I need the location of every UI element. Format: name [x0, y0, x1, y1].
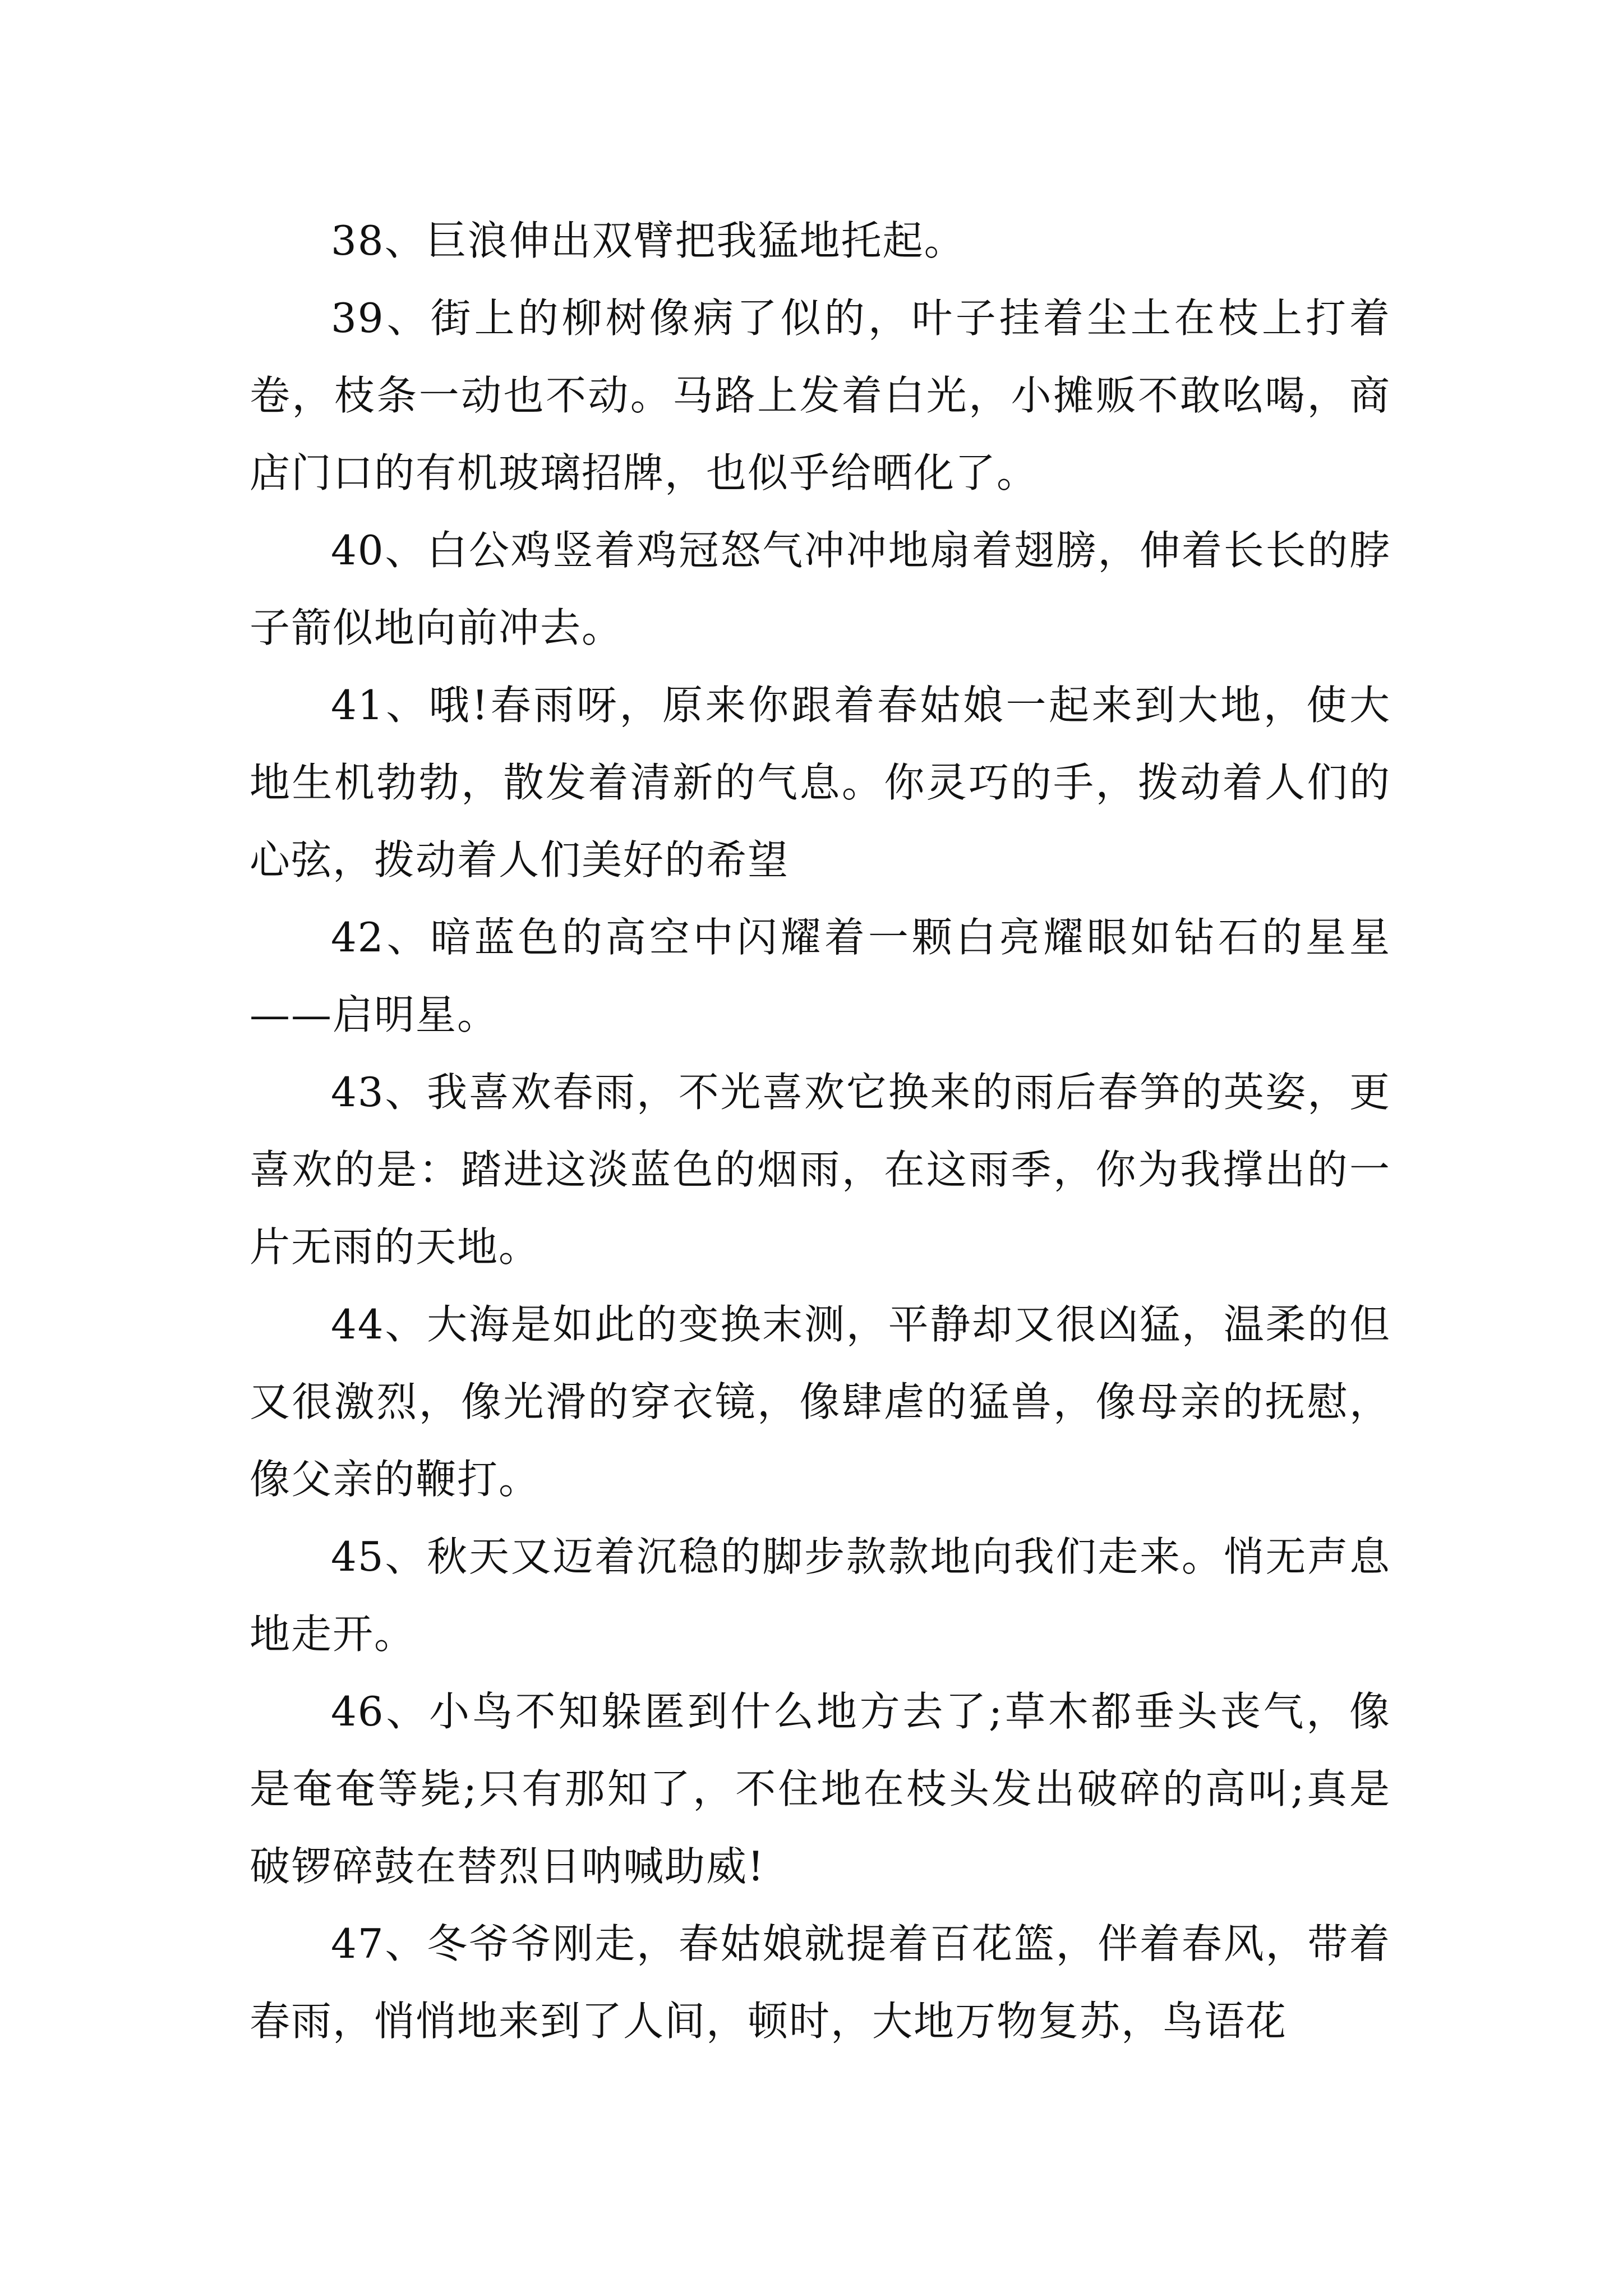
paragraph-45: 45、秋天又迈着沉稳的脚步款款地向我们走来。悄无声息地走开。 [250, 1533, 1391, 1658]
paragraph-47: 47、冬爷爷刚走，春姑娘就提着百花篮，伴着春风，带着春雨，悄悄地来到了人间，顿时，大地万物复苏，鸟语花 [250, 1920, 1391, 2045]
paragraph-46: 46、小鸟不知躲匿到什么地方去了;草木都垂头丧气，像是奄奄等毙;只有那知了，不住地在枝头发出破碎的高叫;真是破锣碎鼓在替烈日呐喊助威! [250, 1688, 1391, 1890]
document-body [250, 202, 1391, 2060]
paragraph-42: 42、暗蓝色的高空中闪耀着一颗白亮耀眼如钻石的星星——启明星。 [250, 914, 1391, 1038]
paragraph-44: 44、大海是如此的变换末测，平静却又很凶猛，温柔的但又很激烈，像光滑的穿衣镜，像肆虐的猛兽，像母亲的抚慰，像父亲的鞭打。 [250, 1301, 1391, 1503]
paragraph-41: 41、哦!春雨呀，原来你跟着春姑娘一起来到大地，使大地生机勃勃，散发着清新的气息。你灵巧的手，拨动着人们的心弦，拨动着人们美好的希望 [250, 682, 1391, 884]
paragraph-38: 38、巨浪伸出双臂把我猛地托起。 [331, 217, 966, 264]
paragraph-43: 43、我喜欢春雨，不光喜欢它换来的雨后春笋的英姿，更喜欢的是：踏进这淡蓝色的烟雨，在这雨季，你为我撑出的一片无雨的天地。 [250, 1069, 1391, 1271]
paragraph-39: 39、街上的柳树像病了似的，叶子挂着尘土在枝上打着卷，枝条一动也不动。马路上发着白光，小摊贩不敢吆喝，商店门口的有机玻璃招牌，也似乎给晒化了。 [250, 295, 1391, 496]
paragraph-40: 40、白公鸡竖着鸡冠怒气冲冲地扇着翅膀，伸着长长的脖子箭似地向前冲去。 [250, 527, 1391, 651]
